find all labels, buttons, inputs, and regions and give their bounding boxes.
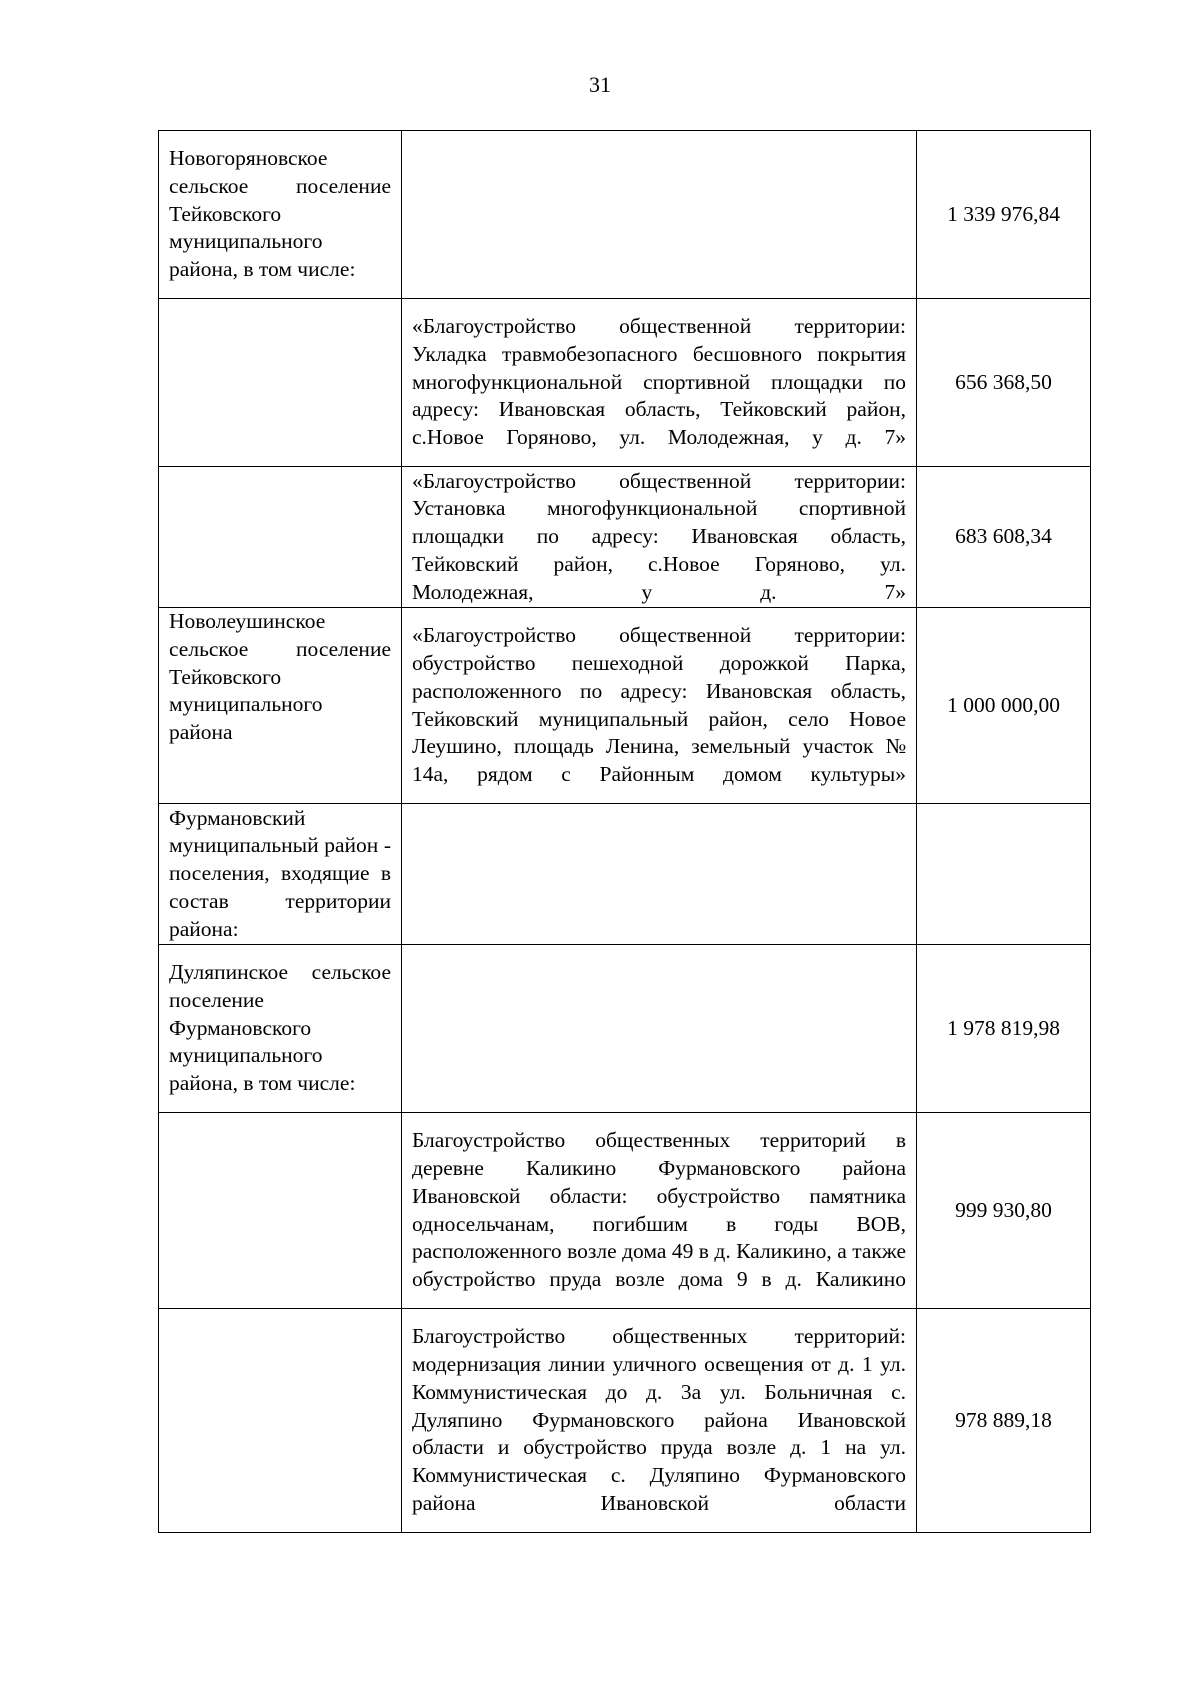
- table-row: [159, 131, 1091, 299]
- table-row: [159, 299, 1091, 467]
- municipality-cell: Новогоряновское сельское поселение Тейковского муниципального района, в том числе:: [159, 131, 402, 299]
- amount-cell: 1 978 819,98: [917, 945, 1091, 1113]
- project-cell: [402, 804, 917, 945]
- municipality-cell: Дуляпинское сельское поселение Фурмановского муниципального района, в том числе:: [159, 945, 402, 1113]
- municipality-cell: [159, 299, 402, 467]
- project-cell: Благоустройство общественных территорий: модернизация линии уличного освещения от д. 1 ул. Коммунистическая до д. 3а ул. Больничная с. Дуляпино Фурмановского района Ивановской области и обустройство пруда возле д. 1 на ул. Коммунистическая с. Дуляпино Фурмановского района Ивановской области: [402, 1309, 917, 1533]
- table-row: [159, 1113, 1091, 1309]
- municipality-cell: [159, 1113, 402, 1309]
- municipality-cell: [159, 1309, 402, 1533]
- project-cell: [402, 945, 917, 1113]
- project-cell: [402, 131, 917, 299]
- table-row: [159, 467, 1091, 608]
- project-cell: Благоустройство общественных территорий в деревне Каликино Фурмановского района Ивановской области: обустройство памятника односельчанам, погибшим в годы ВОВ, расположенного возле дома 49 в д. Каликино, а также обустройство пруда возле дома 9 в д. Каликино: [402, 1113, 917, 1309]
- amount-cell: 1 339 976,84: [917, 131, 1091, 299]
- amount-cell: [917, 804, 1091, 945]
- amount-cell: 999 930,80: [917, 1113, 1091, 1309]
- municipality-cell: Новолеушинское сельское поселение Тейковского муниципального района: [159, 608, 402, 804]
- amount-cell: 1 000 000,00: [917, 608, 1091, 804]
- project-cell: «Благоустройство общественной территории: Укладка травмобезопасного бесшовного покрытия многофункциональной спортивной площадки по адресу: Ивановская область, Тейковский район, с.Новое Горяново, ул. Молодежная, у д. 7»: [402, 299, 917, 467]
- page-number: 31: [589, 72, 611, 97]
- table-row: [159, 804, 1091, 945]
- project-cell: «Благоустройство общественной территории: обустройство пешеходной дорожкой Парка, расположенного по адресу: Ивановская область, Тейковский муниципальный район, село Новое Леушино, площадь Ленина, земельный участок № 14а, рядом с Районным домом культуры»: [402, 608, 917, 804]
- amount-cell: 978 889,18: [917, 1309, 1091, 1533]
- table-row: [159, 945, 1091, 1113]
- table-row: [159, 608, 1091, 804]
- table-row: [159, 1309, 1091, 1533]
- project-cell: «Благоустройство общественной территории: Установка многофункциональной спортивной площадки по адресу: Ивановская область, Тейковский район, с.Новое Горяново, ул. Молодежная, у д. 7»: [402, 467, 917, 608]
- municipality-cell: Фурмановский муниципальный район - поселения, входящие в состав территории района:: [159, 804, 402, 945]
- municipality-cell: [159, 467, 402, 608]
- budget-table: [158, 130, 1091, 1533]
- amount-cell: 656 368,50: [917, 299, 1091, 467]
- amount-cell: 683 608,34: [917, 467, 1091, 608]
